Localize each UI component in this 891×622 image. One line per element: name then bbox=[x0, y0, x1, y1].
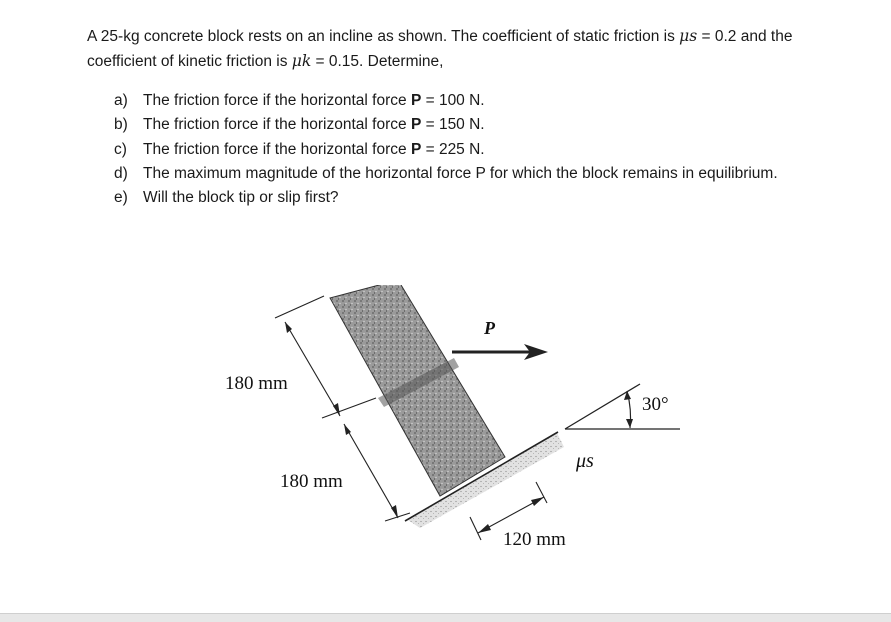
question-letter: c) bbox=[114, 140, 127, 158]
force-p-label: P bbox=[484, 318, 495, 338]
question-letter: e) bbox=[114, 189, 128, 207]
angle-arrowhead-bottom bbox=[626, 419, 633, 428]
force-symbol: P bbox=[410, 116, 422, 134]
intro-text-3: = 0.15. Determine, bbox=[311, 53, 444, 70]
dim-base-arrow-left bbox=[478, 524, 491, 533]
dim-base-label: 120 mm bbox=[503, 529, 566, 550]
dim-lower-line bbox=[344, 424, 398, 518]
concrete-block bbox=[330, 285, 505, 496]
question-text: The friction force if the horizontal force bbox=[143, 92, 411, 109]
force-symbol: P bbox=[410, 140, 422, 158]
dim-upper-line bbox=[285, 322, 340, 416]
dim-lower-label: 180 mm bbox=[280, 471, 343, 492]
question-letter: d) bbox=[114, 164, 128, 182]
question-text: The friction force if the horizontal force bbox=[143, 140, 411, 158]
question-item bbox=[114, 186, 778, 210]
force-symbol: P bbox=[410, 92, 422, 109]
problem-statement bbox=[87, 24, 827, 74]
question-item bbox=[114, 162, 778, 186]
question-letter: b) bbox=[114, 116, 128, 134]
question-value: = 225 N. bbox=[421, 140, 485, 158]
question-item bbox=[114, 113, 778, 137]
incline-block-figure bbox=[215, 285, 695, 555]
dim-base-arrow-right bbox=[531, 497, 544, 506]
question-text: The friction force if the horizontal force bbox=[143, 116, 411, 134]
mu-s-symbol: μs bbox=[679, 27, 698, 45]
question-item bbox=[114, 138, 778, 162]
intro-text-2: = 0.2 and the coefficient of kinetic friction is bbox=[87, 28, 793, 70]
dim-upper-ext-bottom bbox=[322, 398, 376, 418]
dim-upper-label: 180 mm bbox=[225, 373, 288, 394]
question-text: The maximum magnitude of the horizontal force P for which the block remains in equilibrium. bbox=[143, 164, 778, 182]
friction-coefficient-label: μs bbox=[576, 450, 594, 472]
dim-base-ext-left bbox=[470, 517, 481, 540]
question-value: = 100 N. bbox=[421, 92, 485, 109]
question-item bbox=[114, 89, 778, 113]
mu-k-symbol: μk bbox=[291, 52, 312, 70]
question-value: = 150 N. bbox=[421, 116, 485, 134]
intro-text-1: A 25-kg concrete block rests on an incline as shown. The coefficient of static friction is bbox=[87, 28, 680, 45]
question-letter: a) bbox=[114, 92, 128, 109]
angle-label: 30° bbox=[642, 394, 669, 415]
question-text: Will the block tip or slip first? bbox=[143, 189, 339, 207]
question-list bbox=[114, 89, 778, 210]
dim-upper-ext-top bbox=[275, 296, 324, 318]
